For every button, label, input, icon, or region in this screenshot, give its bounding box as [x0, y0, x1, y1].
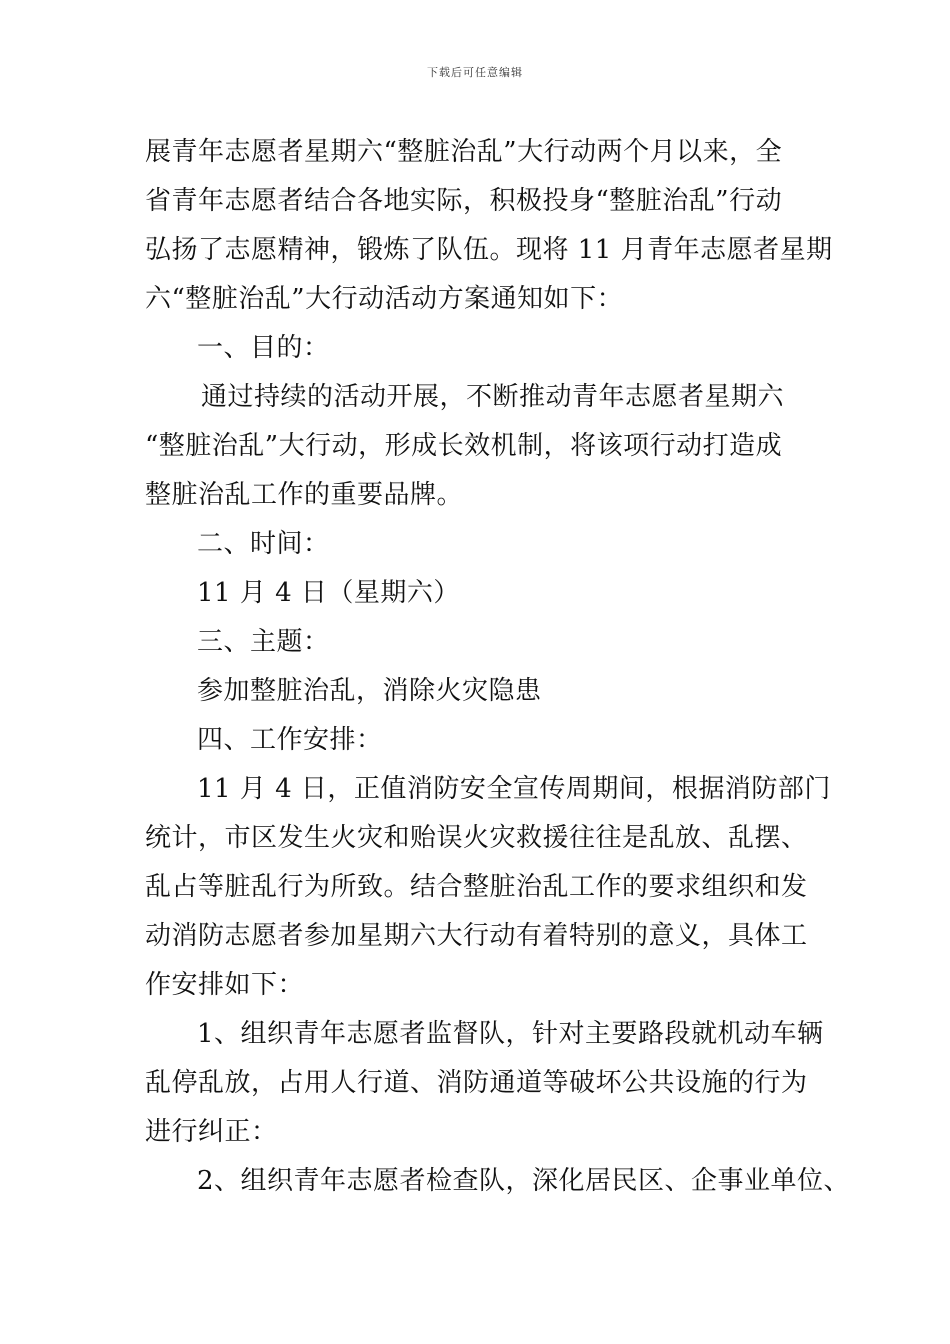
- paragraph-line: 作安排如下：: [145, 970, 305, 1000]
- paragraph-line: 整脏治乱工作的重要品牌。: [145, 480, 464, 510]
- section-heading-time: 二、时间：: [197, 529, 330, 559]
- paragraph-line: 统计，市区发生火灾和贻误火灾救援往往是乱放、乱摆、: [145, 823, 808, 853]
- document-body: [145, 128, 851, 1206]
- paragraph-line: 进行纠正：: [145, 1117, 278, 1147]
- paragraph-line: 省青年志愿者结合各地实际，积极投身“整脏治乱”行动: [145, 186, 783, 216]
- section-heading-purpose: 一、目的：: [197, 333, 330, 363]
- list-item-1: 1、组织青年志愿者监督队，针对主要路段就机动车辆: [197, 1019, 824, 1049]
- download-editable-note: 下载后可任意编辑: [427, 66, 523, 79]
- paragraph-line: 参加整脏治乱，消除火灾隐患: [197, 676, 542, 706]
- paragraph-line: 乱停乱放，占用人行道、消防通道等破坏公共设施的行为: [145, 1068, 808, 1098]
- paragraph-line: 弘扬了志愿精神，锻炼了队伍。现将 11 月青年志愿者星期: [145, 235, 833, 265]
- paragraph-line: 乱占等脏乱行为所致。结合整脏治乱工作的要求组织和发: [145, 872, 808, 902]
- section-heading-arrangement: 四、工作安排：: [197, 725, 383, 755]
- paragraph-line: 11 月 4 日（星期六）: [197, 578, 460, 608]
- paragraph-line: 11 月 4 日，正值消防安全宣传周期间，根据消防部门: [197, 774, 831, 804]
- paragraph-line: 动消防志愿者参加星期六大行动有着特别的意义，具体工: [145, 921, 808, 951]
- paragraph-line: 展青年志愿者星期六“整脏治乱”大行动两个月以来，全: [145, 137, 783, 167]
- section-heading-theme: 三、主题：: [197, 627, 330, 657]
- paragraph-line: “整脏治乱”大行动，形成长效机制，将该项行动打造成: [145, 431, 783, 461]
- list-item-2: 2、组织青年志愿者检查队，深化居民区、企事业单位、: [197, 1166, 851, 1196]
- paragraph-line: 通过持续的活动开展，不断推动青年志愿者星期六: [201, 382, 785, 412]
- paragraph-line: 六“整脏治乱”大行动活动方案通知如下：: [145, 284, 624, 314]
